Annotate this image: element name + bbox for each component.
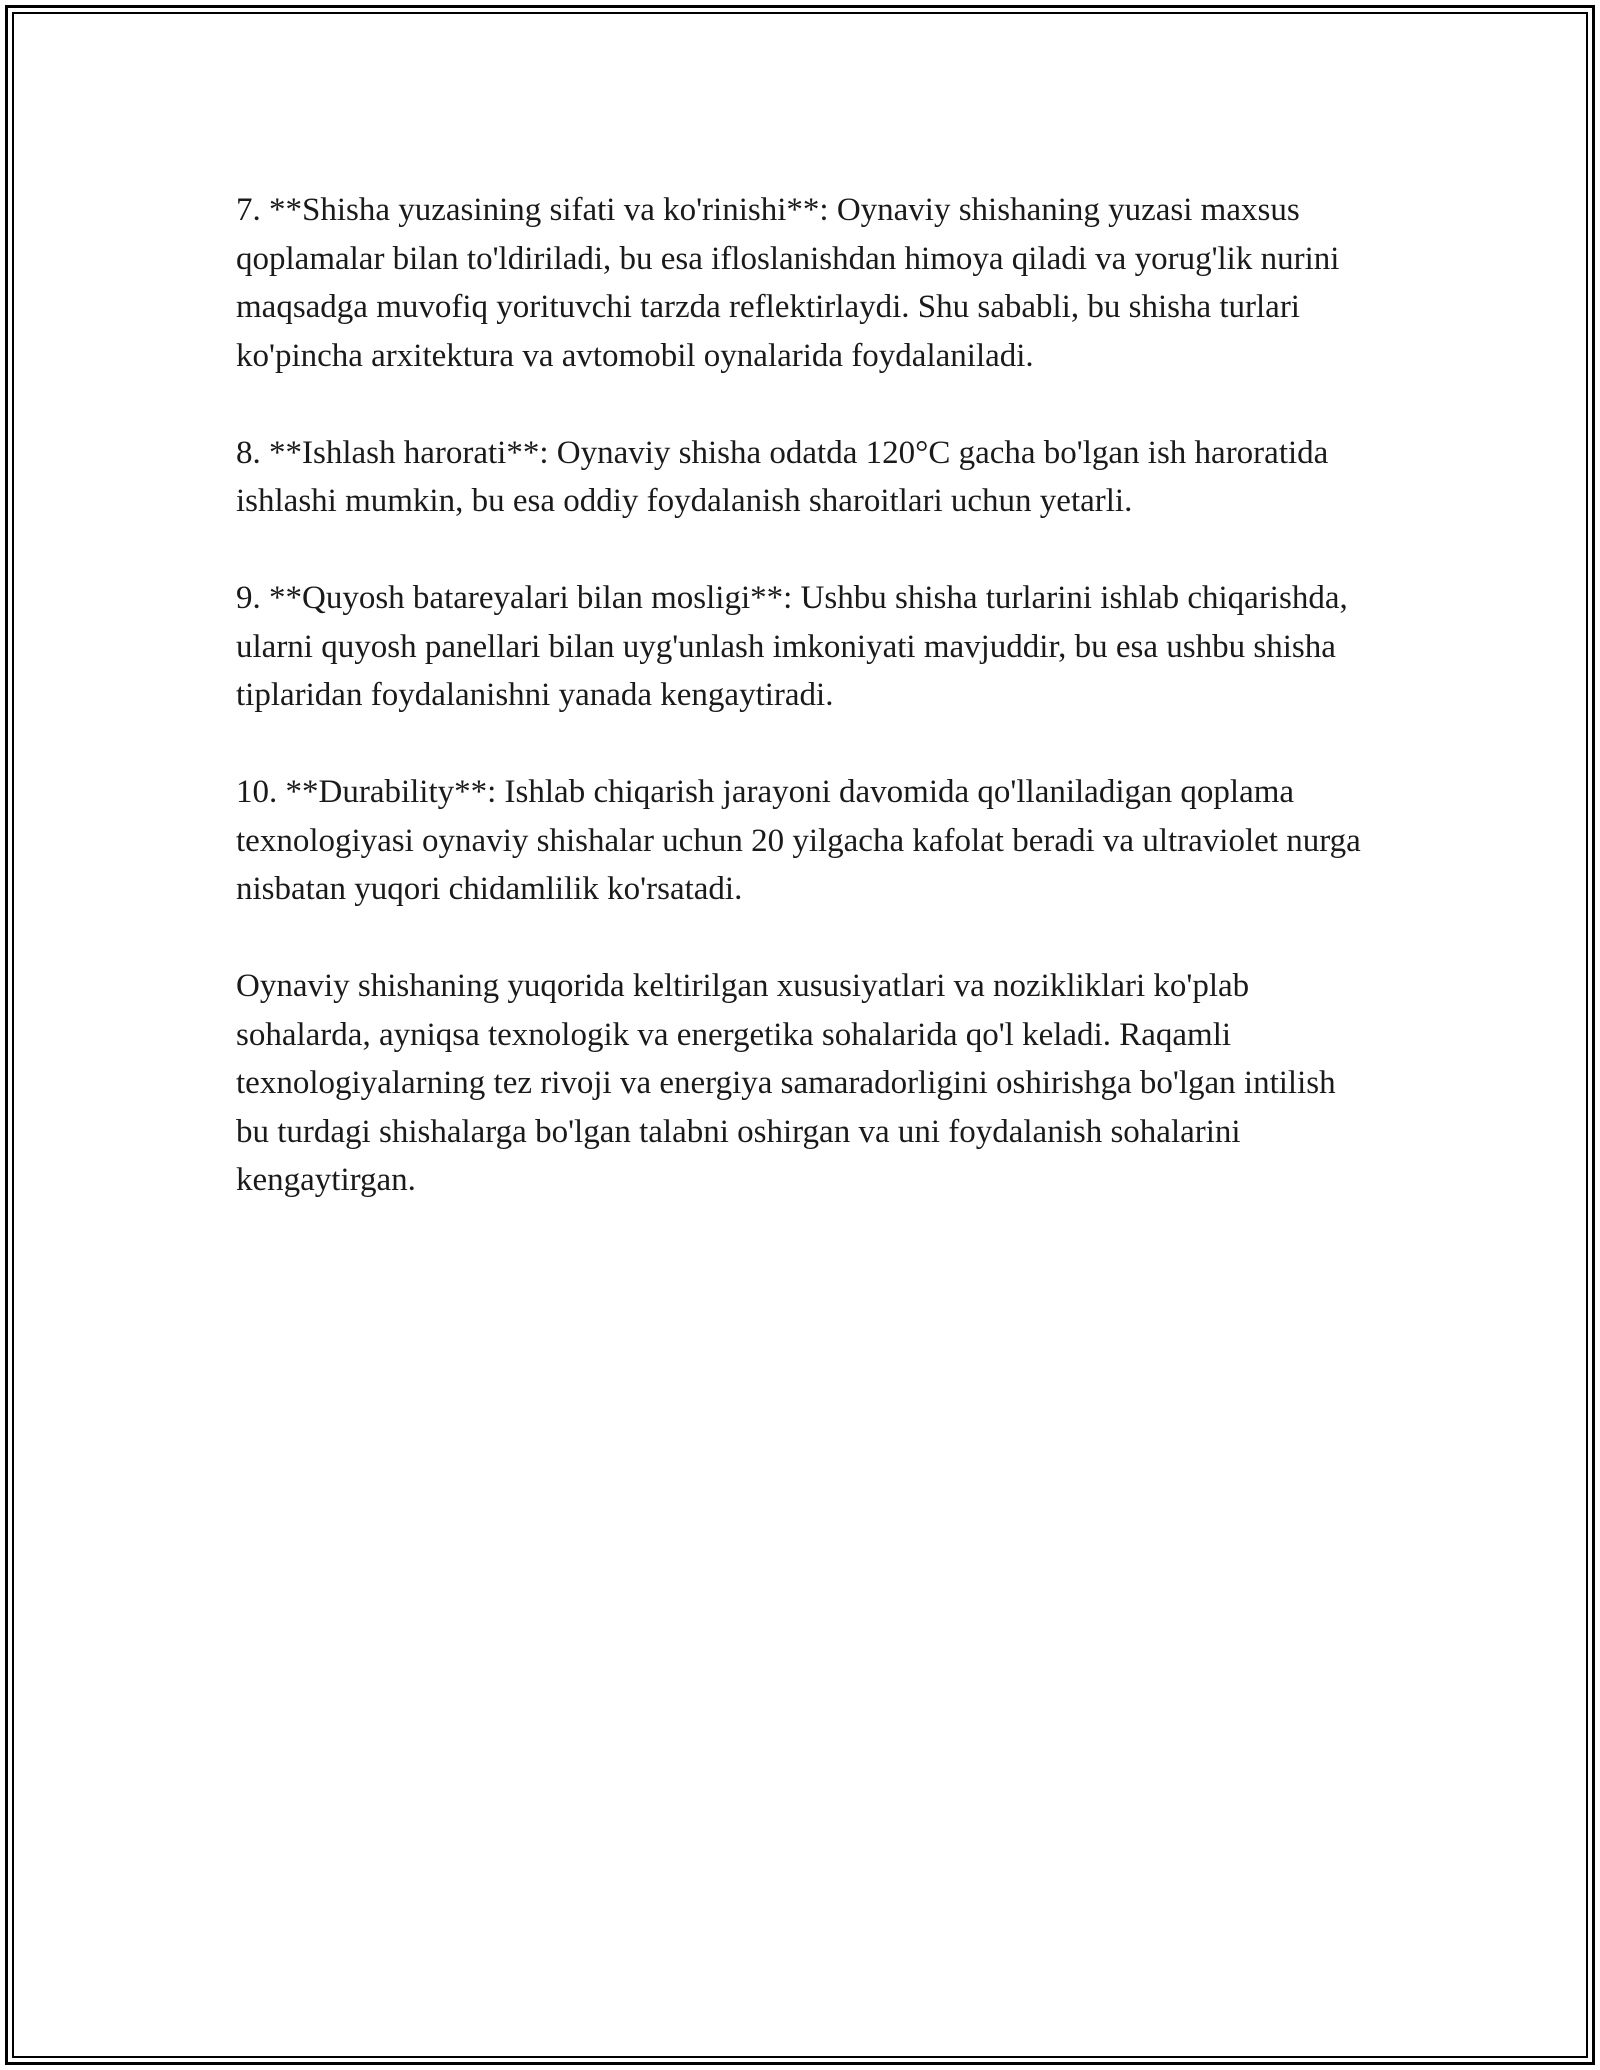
paragraph-item-9: 9. **Quyosh batareyalari bilan mosligi**: Ushbu shisha turlarini ishlab chiqarishda, ularni quyosh panellari bilan uyg'unlash imkoniyati mavjuddir, bu esa ushbu shisha tiplaridan foydalanishni yanada kengaytiradi.	[236, 580, 1348, 713]
paragraph-item-7: 7. **Shisha yuzasining sifati va ko'rinishi**: Oynaviy shishaning yuzasi maxsus qoplamalar bilan to'ldiriladi, bu esa ifloslanishdan himoya qiladi va yorug'lik nurini maqsadga muvofiq yorituvchi tarzda reflektirlaydi. Shu sababli, bu shisha turlari ko'pincha arxitektura va avtomobil oynalarida foydalaniladi.	[236, 192, 1340, 374]
paragraph-item-8: 8. **Ishlash harorati**: Oynaviy shisha odatda 120°C gacha bo'lgan ish haroratida ishlashi mumkin, bu esa oddiy foydalanish sharoitlari uchun yetarli.	[236, 434, 1329, 519]
paragraph-item-10: 10. **Durability**: Ishlab chiqarish jarayoni davomida qo'llaniladigan qoplama texnologiyasi oynaviy shishalar uchun 20 yilgacha kafolat beradi va ultraviolet nurga nisbatan yuqori chidamlilik ko'rsatadi.	[236, 774, 1361, 907]
paragraph-conclusion: Oynaviy shishaning yuqorida keltirilgan xususiyatlari va nozikliklari ko'plab sohalarda, ayniqsa texnologik va energetika sohalarida qo'l keladi. Raqamli texnologiyalarning tez rivoji va energiya samaradorligini oshirishga bo'lgan intilish bu turdagi shishalarga bo'lgan talabni oshirgan va uni foydalanish sohalarini kengaytirgan.	[236, 968, 1336, 1198]
document-body	[236, 186, 1376, 1253]
